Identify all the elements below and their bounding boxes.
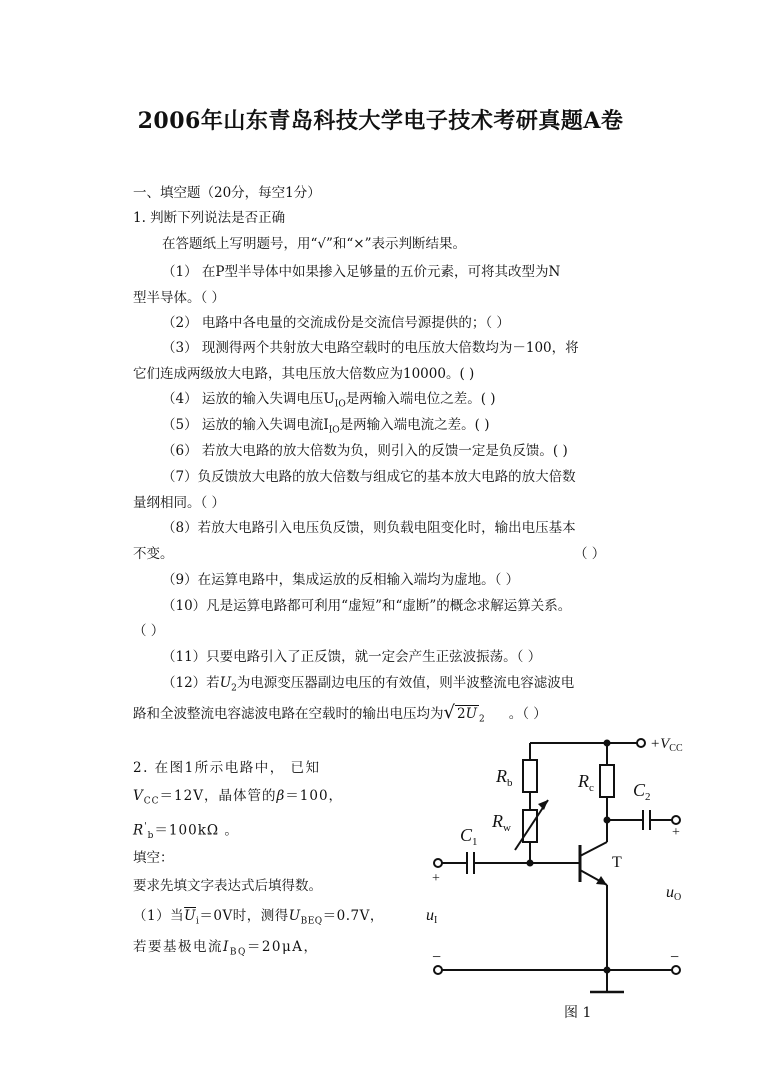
- q2-ubeq-sub: BEQ: [300, 916, 323, 927]
- item-11-line1: （11）只要电路引入了正反馈，就一定会产生正弦波振荡。（ ）: [162, 649, 542, 665]
- input-plus-sign: +: [432, 871, 440, 886]
- input-terminal-minus: [434, 966, 442, 974]
- transistor-collector: [580, 842, 607, 856]
- q2-rb: R: [133, 822, 145, 839]
- item-9-line1: （9）在运算电路中，集成运放的反相输入端均为虚地。（ ）: [162, 572, 520, 588]
- circuit-diagram: [420, 730, 710, 1030]
- item-4-line: [162, 389, 496, 415]
- vcc-terminal: [637, 739, 645, 747]
- c1-label: $C_1$: [460, 825, 478, 848]
- q2-line1: 2. 在图1所示电路中， 已知: [133, 760, 321, 776]
- item-12-text-a: （12）若: [162, 675, 220, 691]
- page-title: 2006年山东青岛科技大学电子技术考研真题A卷: [137, 108, 624, 134]
- item-1-line1: （1） 在P型半导体中如果掺入足够量的五价元素，可将其改型为N: [162, 264, 561, 280]
- rw-arrow-head: [538, 800, 548, 810]
- q2-ibq: I: [223, 939, 230, 955]
- item-7-line1: （7）负反馈放大电路的放大倍数与组成它的基本放大电路的放大倍数: [162, 469, 576, 485]
- sqrt-u: U: [465, 706, 477, 722]
- rw-label: $R_w$: [492, 811, 511, 834]
- q2-beta: β: [276, 788, 286, 804]
- uo-label: uO: [666, 884, 682, 903]
- item-3-line1: （3） 现测得两个共射放大电路空载时的电压放大倍数均为－100，将: [162, 340, 579, 356]
- item-7-line2: 量纲相同。（ ）: [133, 495, 226, 511]
- q2-ui-sub: i: [195, 916, 200, 927]
- input-minus-sign: −: [432, 949, 442, 966]
- q2-ibq-sub: BQ: [229, 947, 247, 958]
- q2-ubeq: U: [288, 908, 301, 924]
- item-5-text-a: （5） 运放的输入失调电流I: [162, 417, 329, 433]
- output-plus-sign: +: [672, 825, 680, 840]
- q2-vcc-text: ＝12V，晶体管的: [159, 788, 277, 804]
- output-terminal-minus: [672, 966, 680, 974]
- rc-label: $R_c$: [578, 771, 594, 794]
- item-12-text-d: 。（ ）: [508, 706, 547, 722]
- item-8-line1: （8）若放大电路引入电压负反馈，则负载电阻变化时，输出电压基本: [162, 520, 576, 536]
- q2-l6-d: ＝0.7V，: [322, 908, 384, 924]
- item-6-line1: （6） 若放大电路的放大倍数为负，则引入的反馈一定是负反馈。( ): [162, 443, 568, 459]
- q2-beta-text: ＝100，: [285, 788, 344, 804]
- output-terminal-plus: [672, 816, 680, 824]
- q2-line7: [133, 937, 319, 963]
- sqrt-expression: [444, 703, 485, 730]
- q2-ui: $\overline{U}$: [184, 908, 196, 924]
- q2-rb-text: ＝100kΩ 。: [154, 822, 239, 839]
- rb-resistor: [523, 760, 537, 792]
- q2-l6-b: ＝0V时，测得: [199, 908, 289, 924]
- output-minus-sign: −: [670, 949, 680, 966]
- q2-l6-a: （1）当: [133, 908, 185, 924]
- q2-line5: 要求先填文字表达式后填得数。: [133, 878, 322, 894]
- question-1-heading: 1. 判断下列说法是否正确: [133, 210, 286, 226]
- rc-resistor: [600, 765, 614, 797]
- rb-label: $R_b$: [496, 766, 513, 789]
- sqrt-symbol: √: [443, 702, 455, 723]
- item-3-line2: 它们连成两级放大电路，其电压放大倍数应为10000。( ): [133, 366, 475, 382]
- q2-line6: [133, 906, 384, 932]
- item-10-line1: （10）凡是运算电路都可利用“虚短”和“虚断”的概念求解运算关系。: [162, 598, 572, 614]
- q2-l7-b: ＝20μA，: [246, 939, 319, 955]
- item-5-sub: IO: [328, 425, 340, 436]
- item-12-line1: [162, 673, 574, 699]
- ui-label: uI: [426, 907, 438, 926]
- item-1-line2: 型半导体。（ ）: [133, 290, 226, 306]
- q2-vcc: V: [133, 788, 144, 804]
- q2-line2: [133, 786, 343, 812]
- vcc-label: $+V_{CC}$: [650, 736, 683, 754]
- figure-caption: 图 1: [564, 1005, 592, 1021]
- q2-rb-sub: b: [147, 831, 155, 842]
- q2-vcc-sub: CC: [143, 796, 160, 807]
- q2-line3: $R'_b=100k\Omega$ 。: [133, 822, 239, 842]
- item-12-text-c: 路和全波整流电容滤波电路在空载时的输出电压均为: [133, 706, 444, 722]
- c2-label: $C_2$: [633, 780, 651, 803]
- item-12-line2: [133, 703, 547, 730]
- item-5-text-b: 是两输入端电流之差。( ): [339, 417, 490, 433]
- item-10-line2: （ ）: [133, 623, 165, 639]
- item-2-line1: （2） 电路中各电量的交流成份是交流信号源提供的；（ ）: [162, 315, 510, 331]
- input-terminal-plus: [434, 859, 442, 867]
- item-12-u2-sub: 2: [231, 683, 237, 694]
- item-4-sub: IO: [334, 399, 346, 410]
- item-4-text-b: 是两输入端电位之差。( ): [345, 391, 496, 407]
- item-8-line2: 不变。: [133, 546, 174, 562]
- item-12-text-b: 为电源变压器副边电压的有效值，则半波整流电容滤波电: [236, 675, 575, 691]
- item-5-line: [162, 415, 489, 441]
- instruction-text: 在答题纸上写明题号，用“√”和“×”表示判断结果。: [162, 236, 467, 252]
- item-12-u2: U: [219, 675, 232, 691]
- sqrt-num: 2: [456, 706, 466, 722]
- q2-l7-a: 若要基极电流: [133, 939, 223, 955]
- sqrt-u-sub: 2: [478, 714, 485, 725]
- transistor-label: T: [612, 854, 622, 871]
- item-8-blank: （ ）: [574, 546, 606, 562]
- sqrt-content: [455, 705, 479, 722]
- item-4-text-a: （4） 运放的输入失调电压U: [162, 391, 335, 407]
- q2-line4: 填空：: [133, 850, 174, 866]
- section-heading: 一、填空题（20分，每空1分）: [133, 185, 321, 201]
